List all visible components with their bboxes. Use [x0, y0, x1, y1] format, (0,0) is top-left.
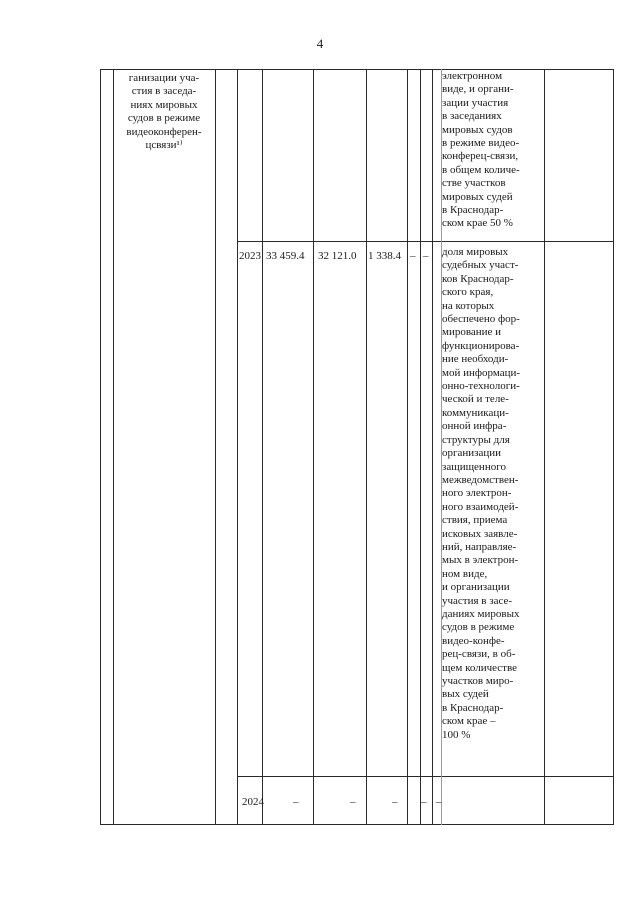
total-2024: – [293, 796, 299, 808]
indicator-text-prev: электронном виде, и органи- зации участия в заседаниях мировых судов в режиме видео- конферец-связи, в общем количе- стве участков мировых судей в Краснодар- ском крае 50 % [442, 70, 520, 230]
col-a-2023: 32 121.0 [318, 250, 357, 262]
year-2024: 2024 [242, 796, 264, 808]
col-border-6 [313, 69, 314, 825]
row-divider-2024 [237, 776, 614, 777]
col-border-7 [366, 69, 367, 825]
col-b-2023: 1 338.4 [368, 250, 401, 262]
col-border-outer-right [613, 69, 614, 825]
col-d-2023: – [423, 250, 429, 262]
col-border-outer-left [100, 69, 101, 825]
col-b-2024: – [392, 796, 398, 808]
year-2023: 2023 [239, 250, 261, 262]
page-number: 4 [316, 36, 324, 51]
col-c-2023: – [410, 250, 416, 262]
col-border-8 [407, 69, 408, 825]
col-border-9 [420, 69, 421, 825]
indicator-text-2023: доля мировых судебных участ- ков Краснодар- ского края, на которых обеспечено фор- мирование и функционирова- ние необходи- мой информаци- онно-технологи- ческой и теле- коммуникаци- онной инфра- структуры для организации защищенного межведомствен- ного электрон- ного взаимодей- ствия, приема исковых заявле- ний, направляе- мых в электрон- ном виде, и организации участия в засе- даниях мировых судов в режиме видео-конфе- рец-связи, в об- щем количестве участков миро- вых судей в Краснодар- ском крае – 100 % [442, 246, 521, 741]
col-border-5 [262, 69, 263, 825]
table-bottom-border [100, 824, 614, 825]
row-divider-2023 [237, 241, 614, 242]
col-d-2024: – [436, 796, 442, 808]
col-border-3 [215, 69, 216, 825]
total-2023: 33 459.4 [266, 250, 305, 262]
col-border-2 [113, 69, 114, 825]
col-a-2024: – [350, 796, 356, 808]
col-border-10 [432, 69, 433, 825]
col-border-4 [237, 69, 238, 825]
table-top-border [100, 69, 614, 70]
measure-description-text: ганизации уча- стия в заседа- ниях мировых судов в режиме видеоконферен- цсвязи¹⁾ [126, 72, 202, 152]
col-border-11 [544, 69, 545, 825]
col-c-2024: – [421, 796, 427, 808]
